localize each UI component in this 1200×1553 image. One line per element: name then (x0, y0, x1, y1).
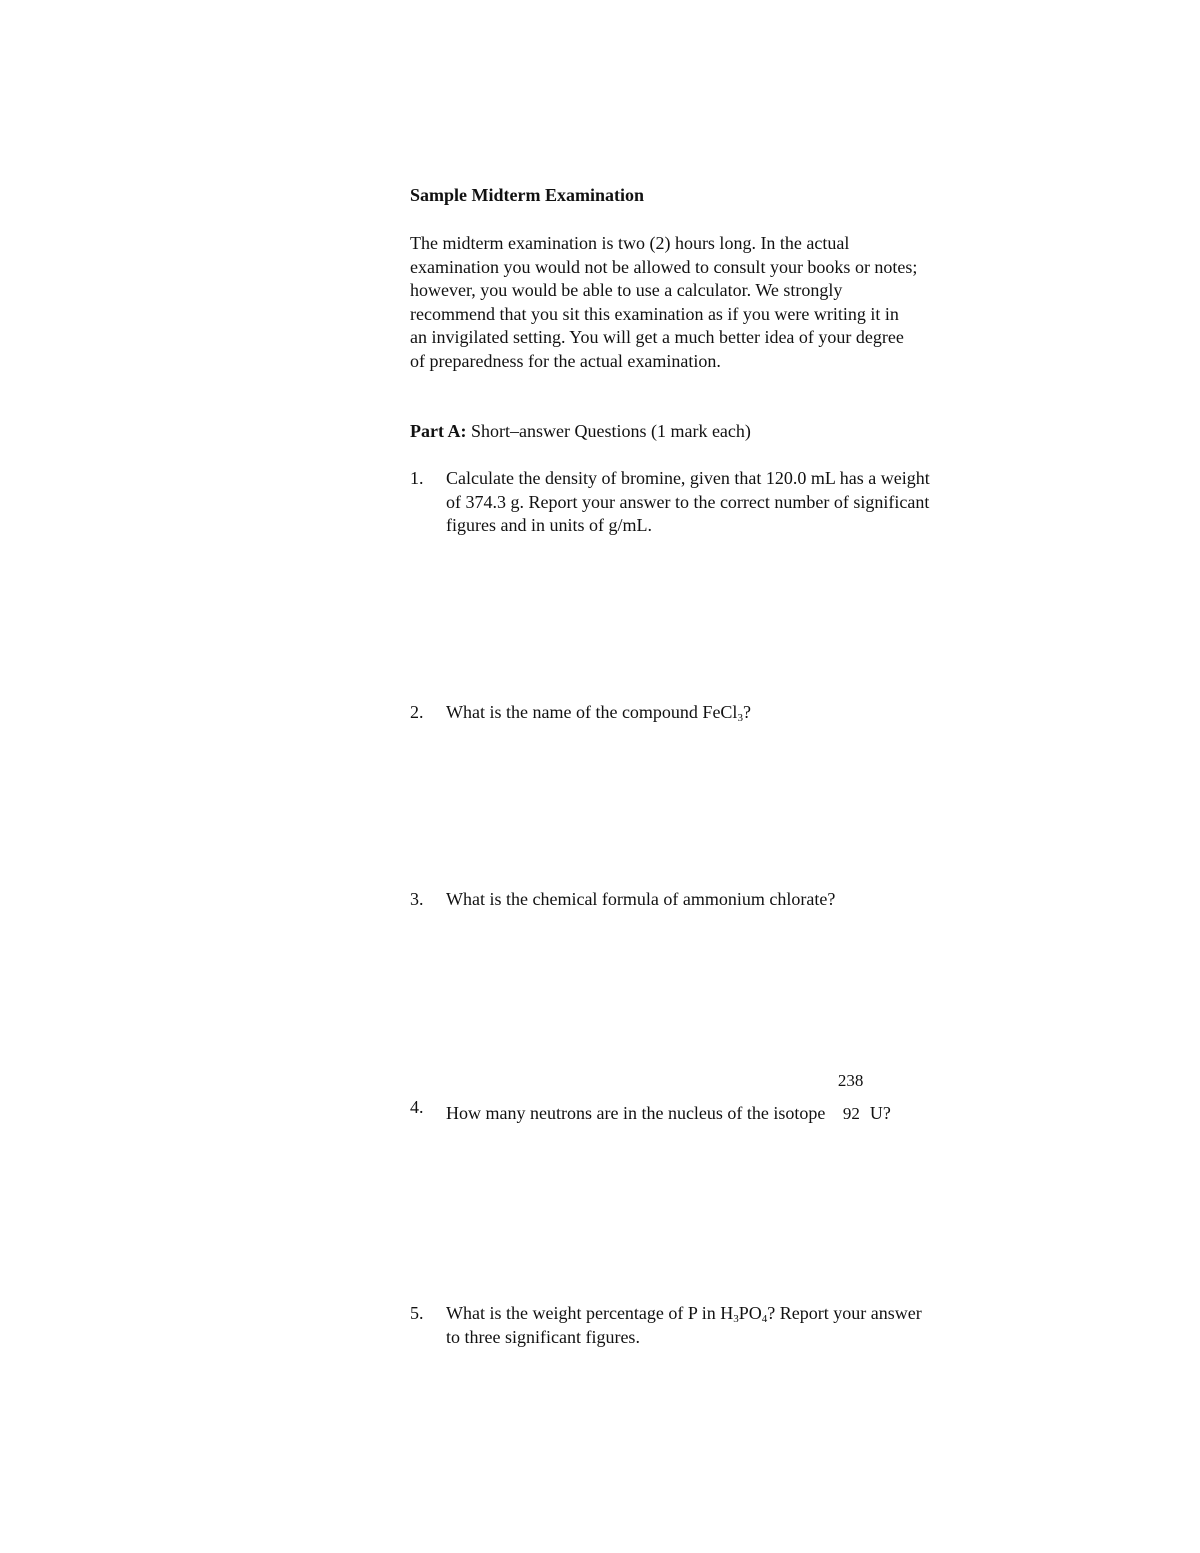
mass-number: 238 (837, 1071, 864, 1090)
intro-line: examination you would not be allowed to consult your books or notes; (410, 256, 918, 277)
question-number: 1. (410, 468, 424, 488)
question-text-part: ? (742, 702, 751, 722)
question-line: figures and in units of g/mL. (446, 515, 652, 535)
element-symbol: U (869, 1103, 883, 1123)
question-text-part: ? Report your answer (767, 1303, 922, 1323)
subscript: 4 (761, 1313, 768, 1325)
question-text: What is the chemical formula of ammonium chlorate? (446, 889, 836, 909)
question-number: 2. (410, 702, 424, 722)
intro-line: The midterm examination is two (2) hours long. In the actual (410, 233, 850, 253)
question-line: to three significant figures. (446, 1326, 640, 1347)
document-title: Sample Midterm Examination (410, 185, 644, 205)
question-number: 5. (410, 1303, 424, 1323)
question-text (446, 1302, 1030, 1349)
question-text-part: ? (882, 1103, 891, 1123)
question-text-part: PO (738, 1303, 762, 1323)
question-text-part: How many neutrons are in the nucleus of the isotope (446, 1103, 826, 1123)
question-line (446, 1302, 1030, 1326)
subscript: 3 (733, 1313, 739, 1325)
isotope-notation (830, 1071, 870, 1123)
intro-line: an invigilated setting. You will get a much better idea of your degree (410, 327, 904, 347)
question-number: 3. (410, 889, 424, 909)
intro-paragraph (410, 232, 1030, 373)
intro-line: of preparedness for the actual examination. (410, 350, 721, 371)
intro-line: recommend that you sit this examination as if you were writing it in (410, 303, 899, 324)
atomic-number: 92 (842, 1104, 860, 1123)
part-a-label: Part A: (410, 421, 467, 441)
part-a-heading (410, 420, 1030, 444)
question-text (446, 701, 1030, 725)
part-a-title: Short–answer Questions (1 mark each) (470, 421, 751, 441)
question-text (446, 467, 1030, 538)
intro-line: however, you would be able to use a calculator. We strongly (410, 280, 843, 300)
question-line: Calculate the density of bromine, given that 120.0 mL has a weight (446, 468, 930, 488)
question-text (446, 1071, 1030, 1126)
question-number: 4. (410, 1097, 424, 1117)
question-line: of 374.3 g. Report your answer to the correct number of significant (446, 491, 930, 512)
subscript: 3 (737, 712, 743, 724)
question-text-part: What is the name of the compound FeCl (446, 702, 738, 722)
question-text-part: What is the weight percentage of P in H (446, 1303, 734, 1323)
